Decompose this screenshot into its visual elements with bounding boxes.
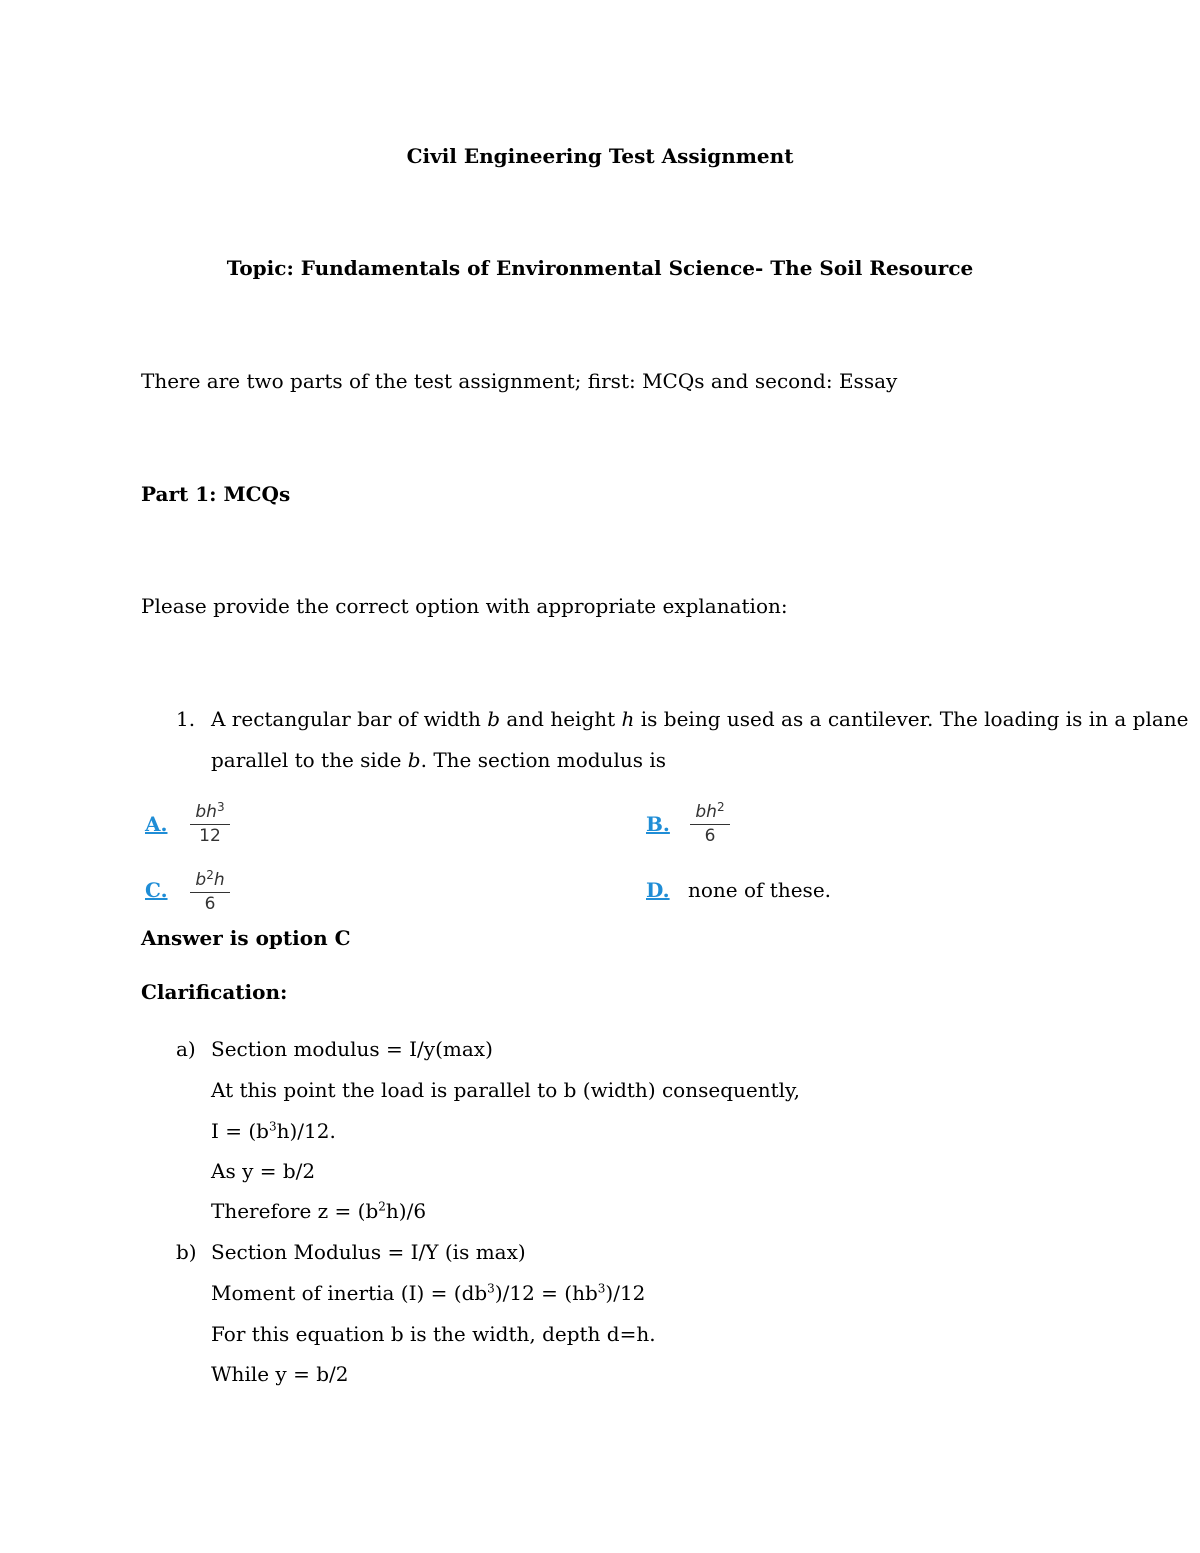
clar-a-marker: a) (176, 1037, 196, 1061)
formula-text: I = (b (211, 1119, 269, 1143)
variable-b: b (487, 707, 501, 731)
variable-h: h (621, 707, 635, 731)
part1-heading: Part 1: MCQs (141, 482, 291, 506)
option-c-formula (190, 865, 230, 915)
formula-denominator: 6 (704, 826, 716, 846)
formula-base: b (195, 870, 207, 890)
question-text: . The section modulus is (420, 748, 666, 772)
formula-exponent: 2 (206, 868, 214, 882)
question-text: A rectangular bar of width (211, 707, 488, 731)
option-d-label[interactable]: D. (646, 878, 670, 902)
option-d-text: none of these. (688, 878, 832, 902)
formula-base: bh (195, 802, 217, 822)
formula-text: )/12 = (hb (494, 1281, 598, 1305)
clar-b-line (211, 1281, 645, 1305)
question-number: 1. (176, 707, 196, 731)
formula-exponent: 3 (216, 800, 225, 814)
clar-a-line (211, 1199, 426, 1223)
formula-text: Therefore z = (b (211, 1199, 379, 1223)
variable-b: b (407, 748, 421, 772)
clar-b-line: While y = b/2 (211, 1362, 349, 1386)
option-a-formula (190, 797, 230, 847)
option-a-label[interactable]: A. (145, 812, 168, 836)
clarification-heading: Clarification: (141, 980, 288, 1004)
clar-a-line: At this point the load is parallel to b (width) consequently, (211, 1078, 801, 1102)
formula-denominator: 12 (199, 826, 221, 846)
formula-exponent: 2 (716, 800, 725, 814)
formula-text: h)/6 (385, 1199, 427, 1223)
question-text: and height (500, 707, 622, 731)
clar-b-marker: b) (176, 1240, 197, 1264)
superscript: 2 (378, 1199, 386, 1214)
formula-denominator: 6 (204, 894, 216, 914)
clar-b-line: Section Modulus = I/Y (is max) (211, 1240, 526, 1264)
clar-a-line: As y = b/2 (211, 1159, 316, 1183)
superscript: 3 (597, 1281, 606, 1296)
formula-text: )/12 (605, 1281, 646, 1305)
option-b-label[interactable]: B. (646, 812, 670, 836)
option-c-label[interactable]: C. (145, 878, 168, 902)
option-b-formula (690, 797, 730, 847)
superscript: 3 (268, 1119, 277, 1134)
question-text: parallel to the side (211, 748, 408, 772)
topic-heading: Topic: Fundamentals of Environmental Science- The Soil Resource (226, 256, 974, 280)
clar-b-line: For this equation b is the width, depth d=h. (211, 1322, 656, 1346)
superscript: 3 (487, 1281, 495, 1296)
clar-a-line (211, 1119, 336, 1143)
answer-line: Answer is option C (141, 926, 351, 950)
question-line-1 (211, 707, 1189, 731)
clar-a-line: Section modulus = I/y(max) (211, 1037, 493, 1061)
formula-text: Moment of inertia (I) = (db (211, 1281, 488, 1305)
instruction-paragraph: Please provide the correct option with appropriate explanation: (141, 594, 788, 618)
document-title: Civil Engineering Test Assignment (406, 144, 794, 168)
question-text: is being used as a cantilever. The loading is in a plane (634, 707, 1189, 731)
question-line-2 (211, 748, 666, 772)
formula-base: bh (695, 802, 717, 822)
formula-base: h (213, 870, 225, 890)
intro-paragraph: There are two parts of the test assignment; first: MCQs and second: Essay (141, 369, 898, 393)
formula-text: h)/12. (276, 1119, 336, 1143)
